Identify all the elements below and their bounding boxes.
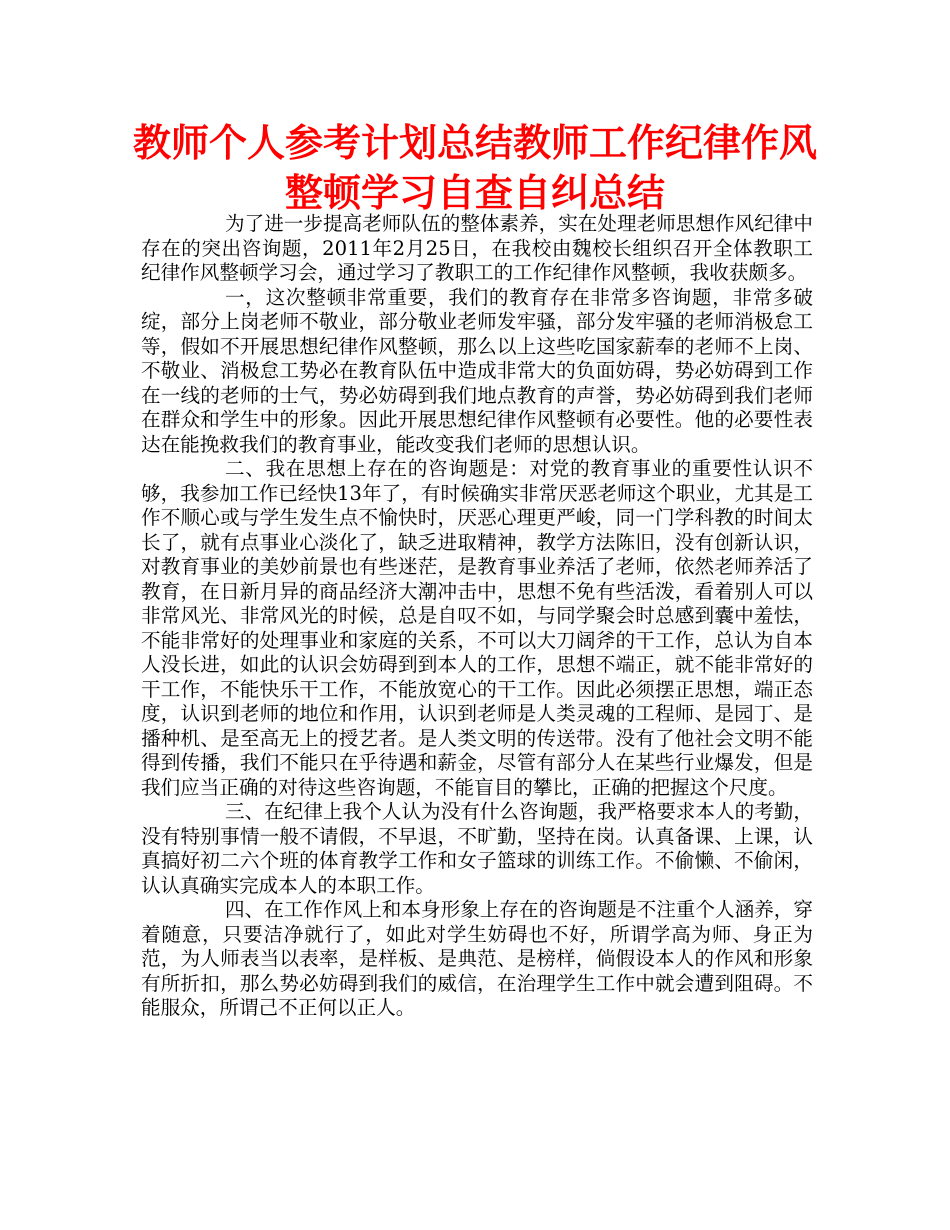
document-title: 教师个人参考计划总结教师工作纪律作风整顿学习自查自纠总结 [132, 121, 817, 215]
document-body [141, 212, 813, 1021]
paragraph-one: 一，这次整顿非常重要，我们的教育存在非常多咨询题，非常多破绽，部分上岗老师不敬业，部分敬业老师发牢骚，部分发牢骚的老师消极怠工等，假如不开展思想纪律作风整顿，那么以上这些吃国家薪奉的老师不上岗、不敬业、消极怠工势必在教育队伍中造成非常大的负面妨碍，势必妨碍到工作在一线的老师的士气，势必妨碍到我们地点教育的声誉，势必妨碍到我们老师在群众和学生中的形象。因此开展思想纪律作风整顿有必要性。他的必要性表达在能挽救我们的教育事业，能改变我们老师的思想认识。 [141, 285, 813, 456]
paragraph-intro: 为了进一步提高老师队伍的整体素养，实在处理老师思想作风纪律中存在的突出咨询题，2011年2月25日，在我校由魏校长组织召开全体教职工纪律作风整顿学习会，通过学习了教职工的工作纪律作风整顿，我收获颇多。 [141, 212, 813, 284]
paragraph-three: 三、在纪律上我个人认为没有什么咨询题，我严格要求本人的考勤，没有特别事情一般不请假，不早退，不旷勤，坚持在岗。认真备课、上课，认真搞好初二六个班的体育教学工作和女子篮球的训练工作。不偷懒、不偷闲，认认真确实完成本人的本职工作。 [141, 800, 813, 897]
paragraph-two: 二、我在思想上存在的咨询题是：对党的教育事业的重要性认识不够，我参加工作已经快13年了，有时候确实非常厌恶老师这个职业，尤其是工作不顺心或与学生发生点不愉快时，厌恶心理更严峻，同一门学科教的时间太长了，就有点事业心淡化了，缺乏进取精神，教学方法陈旧，没有创新认识，对教育事业的美妙前景也有些迷茫，是教育事业养活了老师，依然老师养活了教育，在日新月异的商品经济大潮冲击中，思想不免有些活泼，看着别人可以非常风光、非常风光的时候，总是自叹不如，与同学聚会时总感到囊中羞怯，不能非常好的处理事业和家庭的关系，不可以大刀阔斧的干工作，总认为自本人没长进，如此的认识会妨碍到到本人的工作，思想不端正，就不能非常好的干工作，不能快乐干工作，不能放宽心的干工作。因此必须摆正思想，端正态度，认识到老师的地位和作用，认识到老师是人类灵魂的工程师、是园丁、是播种机、是至高无上的授艺者。是人类文明的传送带。没有了他社会文明不能得到传播，我们不能只在乎待遇和薪金，尽管有部分人在某些行业爆发，但是我们应当正确的对待这些咨询题，不能盲目的攀比，正确的把握这个尺度。 [141, 457, 813, 799]
paragraph-four: 四、在工作作风上和本身形象上存在的咨询题是不注重个人涵养，穿着随意，只要洁净就行了，如此对学生妨碍也不好，所谓学高为师、身正为范，为人师表当以表率，是样板、是典范、是榜样，倘假设本人的作风和形象有所折扣，那么势必妨碍到我们的威信，在治理学生工作中就会遭到阻碍。不能服众，所谓己不正何以正人。 [141, 898, 813, 1019]
